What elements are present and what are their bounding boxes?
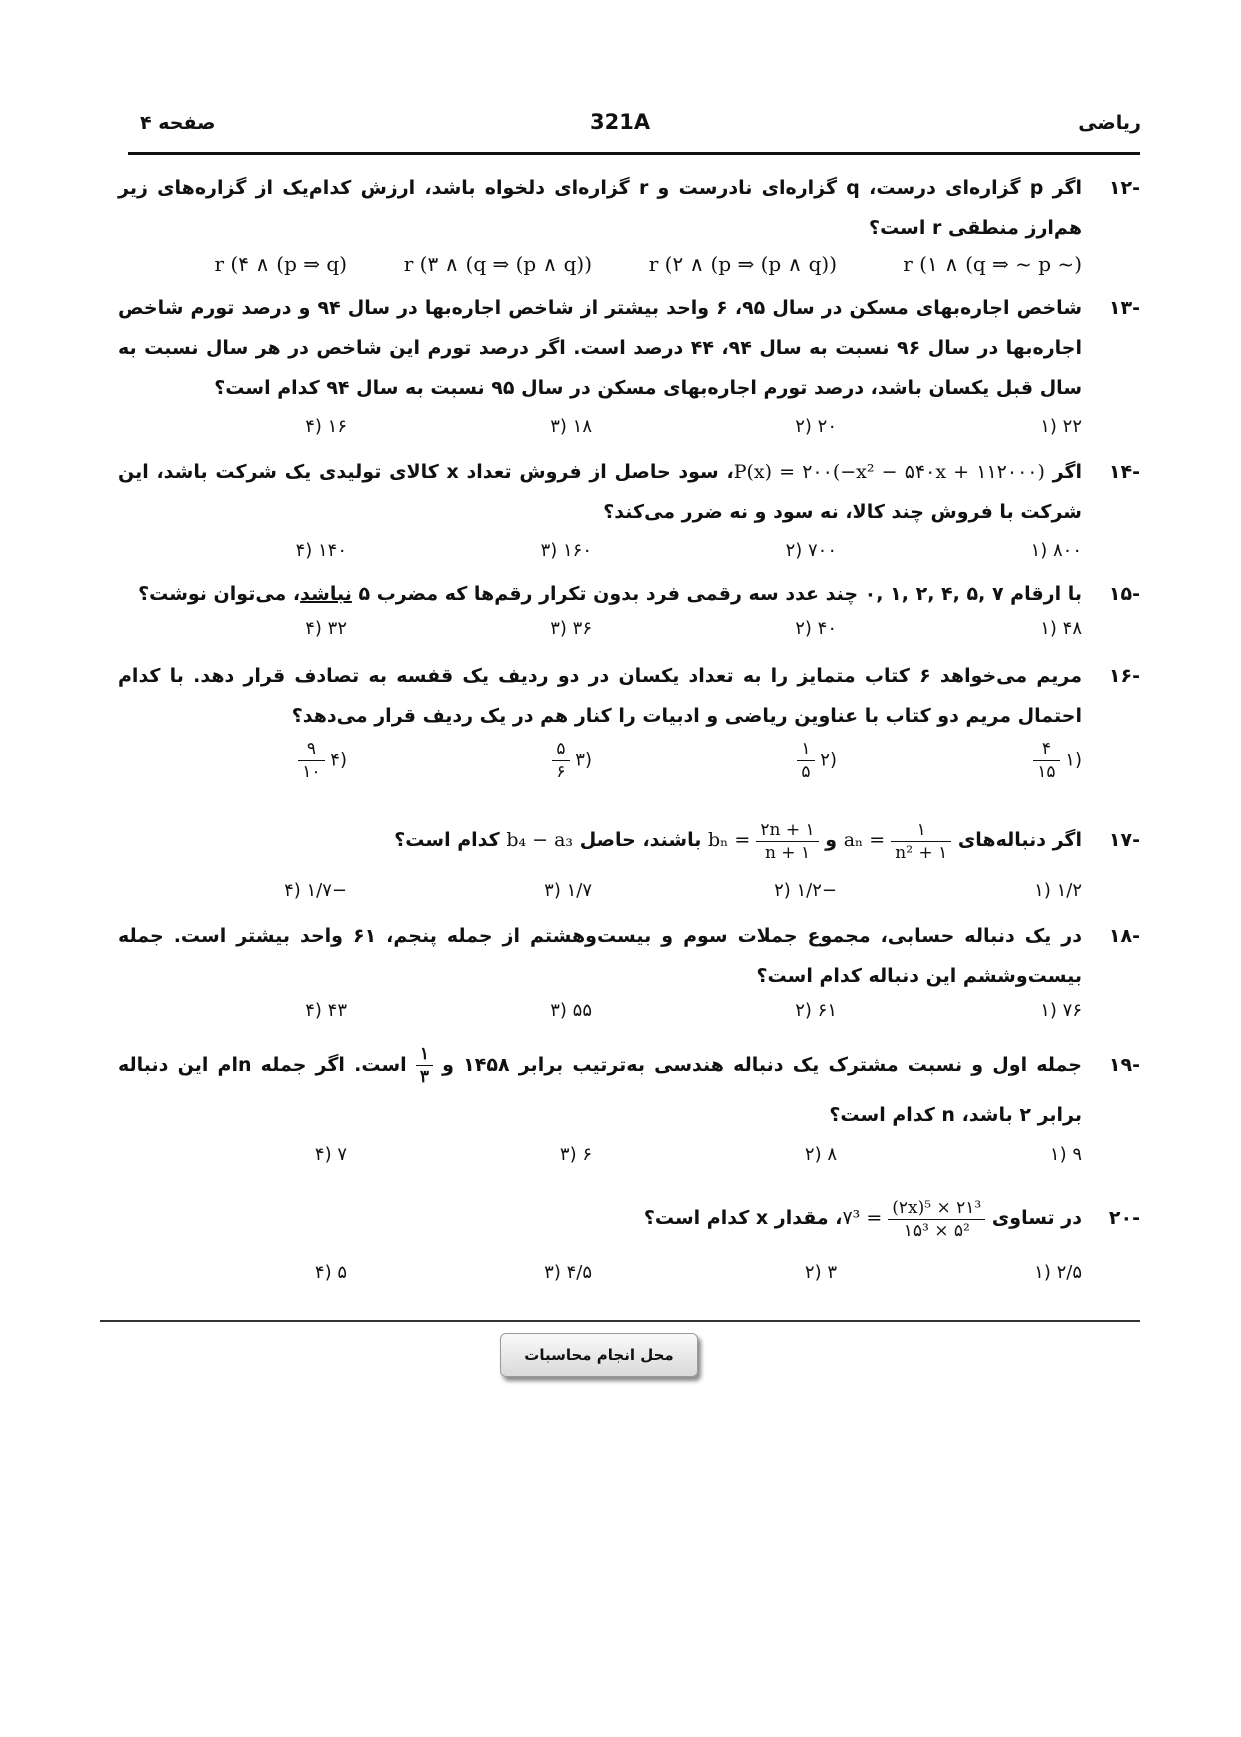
booklet-code: 321A xyxy=(590,110,651,134)
fraction xyxy=(888,1197,985,1242)
profit-formula: P(x) = ۲۰۰(−x² − ۵۴۰x + ۱۱۲۰۰۰) xyxy=(733,461,1045,483)
option-4: ۵ (۴ xyxy=(314,1262,347,1283)
option-label: (۴ xyxy=(330,749,347,771)
option-2: ۷۰۰ (۲ xyxy=(785,540,837,561)
sequence-b xyxy=(707,819,819,863)
question-13 xyxy=(118,288,1140,408)
options-15 xyxy=(118,618,1140,654)
option-3: ۱۶۰ (۳ xyxy=(540,540,592,561)
fraction xyxy=(416,1043,433,1088)
question-15 xyxy=(118,574,1140,614)
numerator: ۹ xyxy=(298,738,324,761)
expression: b₄ − a₃ xyxy=(506,829,574,851)
option-1: ۲/۵ (۱ xyxy=(1034,1262,1082,1283)
option-4 xyxy=(117,738,347,783)
numerator: ۱ xyxy=(797,738,814,761)
option-4: ۴۳ (۴ xyxy=(305,1000,347,1021)
bn-lhs: bₙ = xyxy=(707,829,751,851)
question-text: شاخص اجاره‌بهای مسکن در سال ۹۵، ۶ واحد بیشتر از شاخص اجاره‌بها در سال ۹۴ و درصد تورم شاخص اجاره‌بها در سال ۹۶ نسبت به سال ۹۴، ۴۴ درصد است. اگر درصد تورم این شاخص در هر سال نسبت به سال قبل یکسان باشد، درصد تورم اجاره‌بهای مسکن در سال ۹۵ نسبت به سال ۹۴ کدام است؟ xyxy=(118,297,1083,399)
option-label: (۱ xyxy=(1065,749,1082,771)
option-4: ۳۲ (۴ xyxy=(305,618,347,639)
text-part: است. اگر جمله nام این دنباله برابر ۲ باشد، n کدام است؟ xyxy=(118,1054,1082,1126)
denominator: ۵ xyxy=(801,762,811,782)
option-1: ۱/۲ (۱ xyxy=(1034,880,1082,901)
denominator: ۱۵ xyxy=(1037,762,1056,782)
numerator: ۱ xyxy=(891,819,951,842)
option-2: ۴۰ (۲ xyxy=(795,618,837,639)
option-4: −۱/۷ (۴ xyxy=(284,880,347,901)
denominator: ۳ xyxy=(419,1067,429,1087)
options-18 xyxy=(118,1000,1140,1036)
numerator: (۲x)⁵ × ۲۱³ xyxy=(888,1197,985,1220)
fraction xyxy=(298,738,324,783)
question-text: مریم می‌خواهد ۶ کتاب متمایز را به تعداد یکسان در دو ردیف یک قفسه به تصادف قرار دهد. با کدام احتمال مریم دو کتاب با عناوین ریاضی و ادبیات را کنار هم در یک ردیف قرار می‌دهد؟ xyxy=(118,665,1082,727)
question-number: -۱۷ xyxy=(1108,829,1140,851)
options-16 xyxy=(118,738,1140,794)
text-part: جمله اول و نسبت مشترک یک دنباله هندسی به‌ترتیب برابر ۱۴۵۸ و xyxy=(442,1054,1082,1076)
option-2: ۳ (۲ xyxy=(804,1262,837,1283)
denominator: n + ۱ xyxy=(764,842,811,863)
denominator: n² + ۱ xyxy=(895,842,948,863)
option-3: ۵۵ (۳ xyxy=(550,1000,592,1021)
option-4: ۱۴۰ (۴ xyxy=(295,540,347,561)
option-2: ۸ (۲ xyxy=(804,1144,837,1165)
question-20 xyxy=(118,1190,1140,1246)
question-number: -۱۶ xyxy=(1108,665,1140,687)
calculations-area-label: محل انجام محاسبات xyxy=(500,1333,698,1377)
option-4: ۷ (۴ xyxy=(314,1144,347,1165)
underlined-word: نباشد xyxy=(300,583,352,605)
option-2 xyxy=(607,738,837,783)
question-12 xyxy=(118,168,1140,248)
option-2: ۲۰ (۲ xyxy=(795,416,837,437)
question-number: -۱۵ xyxy=(1108,583,1140,605)
numerator: ۵ xyxy=(552,738,569,761)
question-19 xyxy=(118,1040,1140,1140)
question-text xyxy=(118,452,1082,532)
option-1: ۲۲ (۱ xyxy=(1040,416,1082,437)
text-part: در تساوی xyxy=(991,1207,1082,1229)
question-16 xyxy=(118,656,1140,736)
option-1 xyxy=(852,738,1082,783)
option-1: ۷۶ (۱ xyxy=(1040,1000,1082,1021)
question-text: در یک دنباله حسابی، مجموع جملات سوم و بیست‌وهشتم از جمله پنجم، ۶۱ واحد بیشتر است. جمله بیست‌وششم این دنباله کدام است؟ xyxy=(118,925,1082,987)
question-18 xyxy=(118,916,1140,996)
text-part: اگر xyxy=(1052,461,1083,483)
option-label: (۳ xyxy=(575,749,592,771)
question-number: -۱۴ xyxy=(1108,461,1140,483)
question-number: -۱۸ xyxy=(1108,925,1140,947)
footer-divider xyxy=(100,1320,1140,1322)
option-2: −۱/۲ (۲ xyxy=(774,880,837,901)
numerator: ۲n + ۱ xyxy=(756,819,818,842)
text-part: ، سود حاصل از فروش تعداد x کالای تولیدی یک شرکت باشد، این شرکت با فروش چند کالا، نه سود و نه ضرر می‌کند؟ xyxy=(118,461,1082,523)
equation xyxy=(842,1197,985,1241)
option-1: ۸۰۰ (۱ xyxy=(1030,540,1082,561)
question-text xyxy=(118,815,1082,865)
question-number: -۱۹ xyxy=(1108,1054,1140,1076)
option-2: ۶۱ (۲ xyxy=(795,1000,837,1021)
question-text xyxy=(118,1190,1082,1246)
fraction xyxy=(552,738,569,783)
option-3: ۱/۷ (۳ xyxy=(544,880,592,901)
denominator: ۱۰ xyxy=(302,762,321,782)
option-label: (۲ xyxy=(820,749,837,771)
denominator: ۱۵³ × ۵² xyxy=(903,1220,970,1241)
denominator: ۶ xyxy=(556,762,566,782)
text-part: با ارقام ۷ ,۵ ,۴ ,۲ ,۱ ,۰ چند عدد سه رقمی فرد بدون تکرار رقم‌ها که مضرب ۵ xyxy=(358,583,1082,605)
an-lhs: aₙ = xyxy=(843,829,886,851)
option-3: (q ⇒ (p ∧ q)) ∧ r ‎(۳ xyxy=(403,252,592,276)
header-divider xyxy=(128,152,1140,155)
options-13 xyxy=(118,416,1140,452)
options-12 xyxy=(118,252,1140,288)
question-text xyxy=(118,574,1082,614)
option-3: ۳۶ (۳ xyxy=(550,618,592,639)
option-1: (~ q ⇒ ~ p) ∧ r ‎(۱ xyxy=(903,252,1082,276)
fraction xyxy=(891,819,951,864)
fraction xyxy=(1033,738,1059,783)
options-20 xyxy=(118,1262,1140,1298)
text-part: ، مقدار x کدام است؟ xyxy=(643,1207,843,1229)
numerator: ۱ xyxy=(416,1043,433,1066)
option-3: ۱۸ (۳ xyxy=(550,416,592,437)
text-part: و xyxy=(825,829,838,851)
page-number: صفحه ۴ xyxy=(140,112,216,134)
option-4: (p ⇒ q) ∧ r ‎(۴ xyxy=(214,252,347,276)
question-text xyxy=(118,1040,1082,1140)
options-19 xyxy=(118,1144,1140,1180)
option-3 xyxy=(362,738,592,783)
option-4: ۱۶ (۴ xyxy=(305,416,347,437)
text-part: اگر دنباله‌های xyxy=(957,829,1082,851)
question-number: -۱۲ xyxy=(1108,177,1140,199)
option-3: ۴/۵ (۳ xyxy=(544,1262,592,1283)
numerator: ۴ xyxy=(1033,738,1059,761)
question-number: -۲۰ xyxy=(1108,1207,1140,1229)
options-17 xyxy=(118,880,1140,916)
question-number: -۱۳ xyxy=(1108,297,1140,319)
question-17 xyxy=(118,815,1140,865)
equation-lhs: ۷³ = xyxy=(842,1207,883,1229)
fraction xyxy=(756,819,818,864)
question-text: اگر p گزاره‌ای درست، q گزاره‌ای نادرست و r گزاره‌ای دلخواه باشد، ارزش کدام‌یک از گزاره‌های زیر هم‌ارز منطقی r است؟ xyxy=(118,177,1083,239)
options-14 xyxy=(118,540,1140,576)
option-1: ۴۸ (۱ xyxy=(1040,618,1082,639)
sequence-a xyxy=(843,819,952,863)
option-2: (p ⇒ (p ∧ q)) ∧ r ‎(۲ xyxy=(648,252,837,276)
subject-title: ریاضی xyxy=(1078,112,1141,134)
question-14 xyxy=(118,452,1140,532)
text-part: کدام است؟ xyxy=(394,829,500,851)
text-part: باشند، حاصل xyxy=(579,829,702,851)
option-3: ۶ (۳ xyxy=(559,1144,592,1165)
text-part: ، می‌توان نوشت؟ xyxy=(138,583,301,605)
option-1: ۹ (۱ xyxy=(1049,1144,1082,1165)
fraction xyxy=(797,738,814,783)
